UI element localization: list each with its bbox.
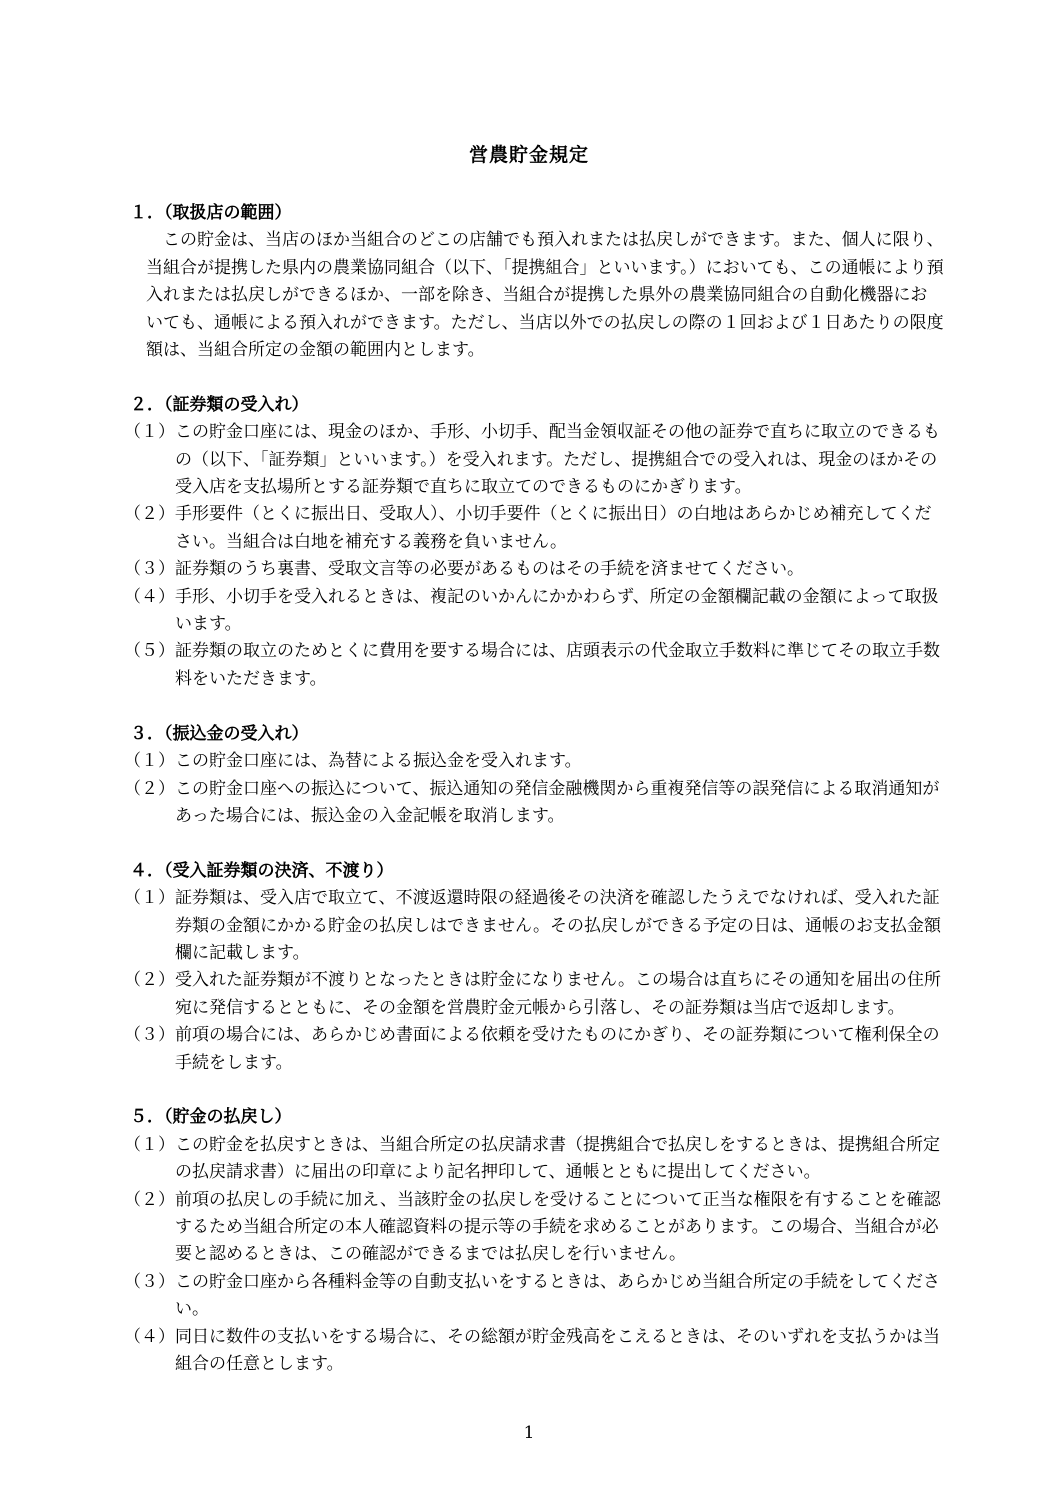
clause-text: この貯金口座には、為替による振込金を受入れます。	[175, 751, 582, 772]
clause-number: （４）	[124, 586, 175, 607]
clause-number: （３）	[124, 1025, 175, 1046]
clause-item	[124, 1269, 944, 1324]
clause-item	[124, 1187, 944, 1269]
section-heading: ３．（振込金の受入れ）	[130, 723, 309, 744]
clause-text: この貯金口座には、現金のほか、手形、小切手、配当金領収証その他の証券で直ちに取立のできるもの（以下、「証券類」といいます。）を受入れます。ただし、提携組合での受入れは、現金のほかその受入店を支払場所とする証券類で直ちに取立てのできるものにかぎります。	[175, 422, 940, 498]
clause-number: （１）	[124, 422, 175, 443]
clause-text: 証券類は、受入店で取立て、不渡返還時限の経過後その決済を確認したうえでなければ、受入れた証券類の金額にかかる貯金の払戻しはできません。その払戻しができる予定の日は、通帳のお支払金額欄に記載します。	[175, 888, 942, 963]
page-number: 1	[523, 1423, 535, 1443]
clause-item	[124, 556, 944, 583]
document-title: 営農貯金規定	[468, 144, 589, 166]
clause-item	[124, 419, 944, 501]
clause-text: 前項の払戻しの手続に加え、当該貯金の払戻しを受けることについて正当な権限を有することを確認するため当組合所定の本人確認資料の提示等の手続を求めることがあります。この場合、当組合が必要と認めるときは、この確認ができるまでは払戻しを行いません。	[175, 1189, 941, 1265]
clause-number: （２）	[124, 504, 175, 525]
clause-item	[124, 967, 944, 1022]
section-heading: ５．（貯金の払戻し）	[130, 1107, 292, 1128]
clause-item	[124, 1132, 944, 1187]
clause-text: 受入れた証券類が不渡りとなったときは貯金になりません。この場合は直ちにその通知を届出の住所宛に発信するとともに、その金額を営農貯金元帳から引落し、その証券類は当店で返却します。	[175, 970, 942, 1018]
clause-text: 前項の場合には、あらかじめ書面による依頼を受けたものにかぎり、その証券類について権利保全の手続をします。	[175, 1025, 940, 1073]
clause-text: 同日に数件の支払いをする場合に、その総額が貯金残高をこえるときは、そのいずれを支払うかは当組合の任意とします。	[175, 1326, 940, 1374]
clause-item	[124, 885, 944, 967]
document-body	[124, 200, 944, 1378]
clause-number: （５）	[124, 641, 175, 662]
clause-item	[124, 776, 944, 831]
section-heading: １．（取扱店の範囲）	[130, 203, 292, 223]
clause-number: （４）	[124, 1326, 175, 1347]
section-paragraph: この貯金は、当店のほか当組合のどこの店舗でも預入れまたは払戻しができます。また、個人に限り、当組合が提携した県内の農業協同組合（以下、「提携組合」といいます。）においても、この通帳により預入れまたは払戻しができるほか、一部を除き、当組合が提携した県外の農業協同組合の自動化機器においても、通帳による預入れができます。ただし、当店以外での払戻しの際の１回および１日あたりの限度額は、当組合所定の金額の範囲内とします。	[146, 230, 944, 361]
clause-number: （３）	[124, 559, 175, 580]
clause-item	[124, 638, 944, 693]
clause-number: （１）	[124, 888, 175, 909]
clause-item	[124, 501, 944, 556]
clause-text: 証券類の取立のためとくに費用を要する場合には、店頭表示の代金取立手数料に準じてその取立手数料をいただきます。	[175, 641, 940, 689]
clause-text: この貯金口座から各種料金等の自動支払いをするときは、あらかじめ当組合所定の手続をしてください。	[175, 1271, 940, 1320]
section-heading: ２．（証券類の受入れ）	[130, 394, 309, 415]
clause-text: この貯金を払戻すときは、当組合所定の払戻請求書（提携組合で払戻しをするときは、提携組合所定の払戻請求書）に届出の印章により記名押印して、通帳とともに提出してください。	[175, 1134, 940, 1183]
clause-number: （２）	[124, 778, 175, 799]
clause-item	[124, 1022, 944, 1077]
clause-number: （２）	[124, 970, 175, 991]
clause-item	[124, 748, 944, 775]
clause-text: この貯金口座への振込について、振込通知の発信金融機関から重複発信等の誤発信による取消通知があった場合には、振込金の入金記帳を取消します。	[175, 778, 940, 826]
clause-text: 手形、小切手を受入れるときは、複記のいかんにかかわらず、所定の金額欄記載の金額によって取扱います。	[175, 586, 939, 635]
section-heading: ４．（受入証券類の決済、不渡り）	[130, 860, 394, 881]
clause-number: （３）	[124, 1271, 175, 1292]
clause-text: 手形要件（とくに振出日、受取人）、小切手要件（とくに振出日）の白地はあらかじめ補充してください。当組合は白地を補充する義務を負いません。	[175, 504, 932, 552]
clause-item	[124, 584, 944, 639]
clause-text: 証券類のうち裏書、受取文言等の必要があるものはその手続を済ませてください。	[175, 559, 804, 580]
clause-number: （１）	[124, 1134, 175, 1155]
clause-number: （１）	[124, 751, 175, 772]
clause-number: （２）	[124, 1189, 175, 1210]
clause-item	[124, 1324, 944, 1379]
